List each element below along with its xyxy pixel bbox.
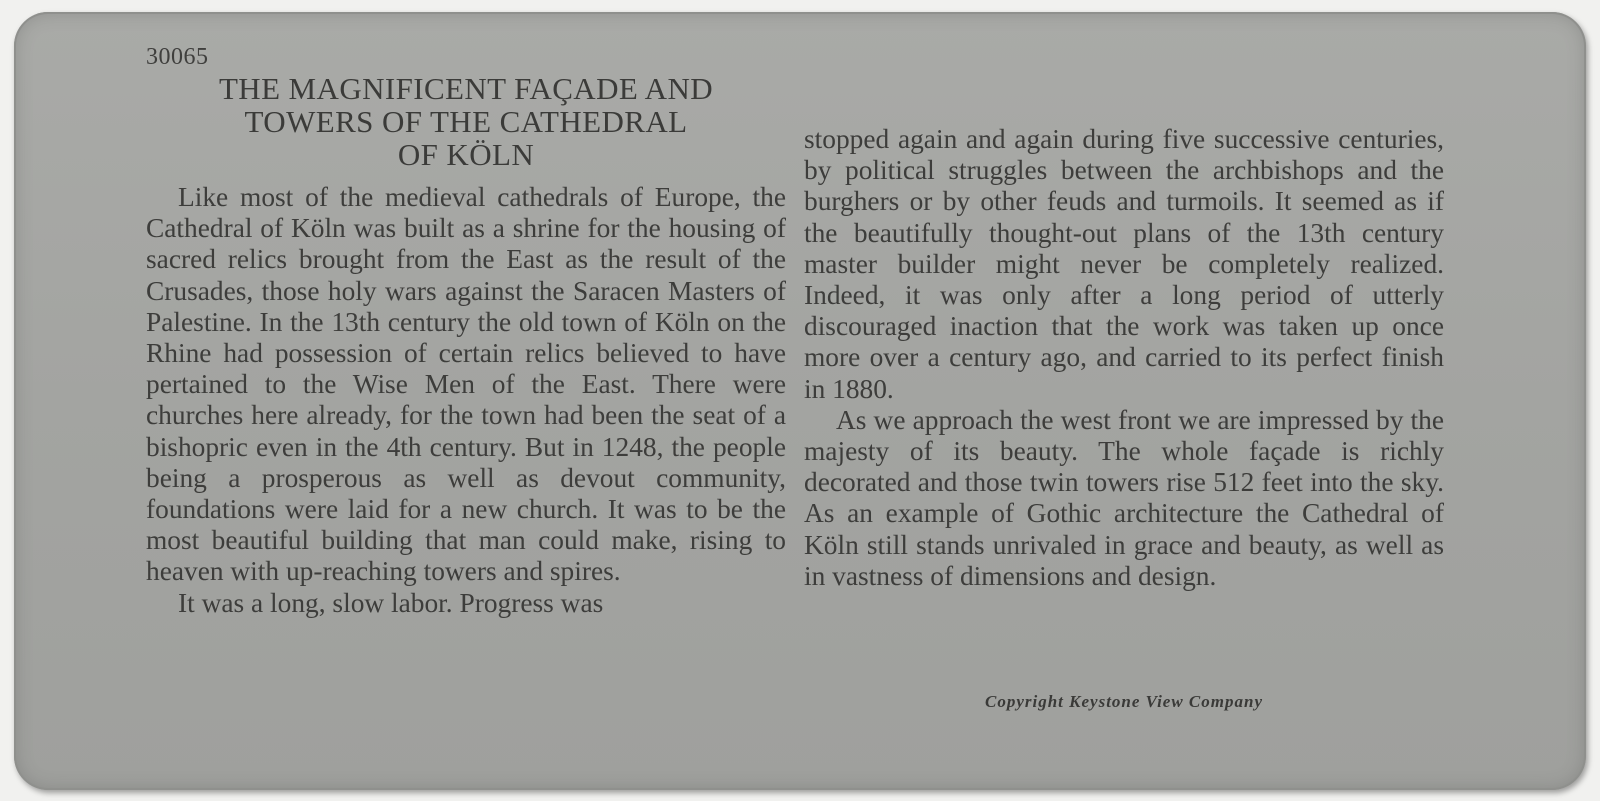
card-title <box>146 72 786 171</box>
stereoview-card-back <box>14 12 1586 790</box>
left-text-column <box>146 182 786 619</box>
paragraph-3: As we approach the west front we are impressed by the majesty of its beauty. The whole façade is richly decorated and those twin towers rise 512 feet into the sky. As an example of Gothic architecture the Cathedral of Köln still stands unrivaled in grace and beauty, as well as in vastness of dimensions and design. <box>804 404 1444 591</box>
paragraph-2-continued: stopped again and again during five successive centuries, by political struggles between the archbishops and the burghers or by other feuds and turmoils. It seemed as if the beautifully thought-out plans of the 13th century master builder might never be completely realized. Indeed, it was only after a long period of utterly discouraged inaction that the work was taken up once more over a century ago, and carried to its perfect finish in 1880. <box>804 124 1444 404</box>
catalog-number: 30065 <box>146 44 209 70</box>
right-text-column <box>804 124 1444 592</box>
paragraph-2-start: It was a long, slow labor. Progress was <box>178 587 604 618</box>
paragraph-1: Like most of the medieval cathedrals of Europe, the Cathedral of Köln was built as a shrine for the housing of sacred relics brought from the East as the result of the Crusades, those holy wars against the Saracen Masters of Palestine. In the 13th century the old town of Köln on the Rhine had possession of certain relics believed to have pertained to the Wise Men of the East. There were churches here already, for the town had been the seat of a bishopric even in the 4th century. But in 1248, the people being a prosperous as well as devout community, foundations were laid for a new church. It was to be the most beautiful building that man could make, rising to heaven with up-reaching towers and spires. <box>146 182 786 587</box>
title-line: THE MAGNIFICENT FAÇADE AND <box>218 71 714 106</box>
title-line: TOWERS OF THE CATHEDRAL <box>244 104 688 139</box>
title-line: OF KÖLN <box>397 137 535 172</box>
copyright-line: Copyright Keystone View Company <box>985 692 1263 711</box>
